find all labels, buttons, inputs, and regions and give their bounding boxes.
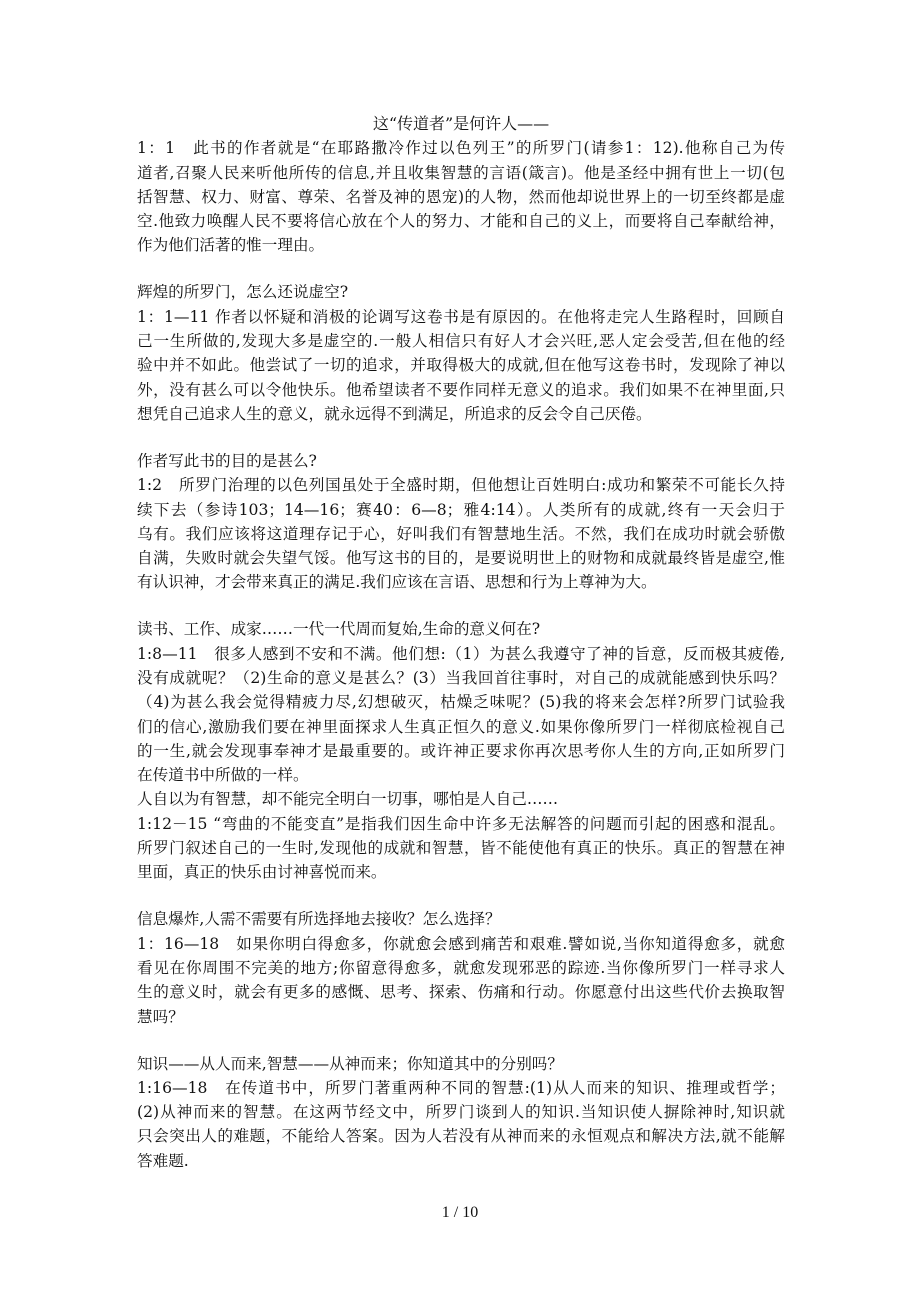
paragraph-line: 只会突出人的难题，不能给人答案。因为人若没有从神而来的永恒观点和解决方法,就不能解 [137,1127,785,1146]
section-heading: 信息爆炸,人需不需要有所选择地去接收？怎么选择？ [137,910,501,929]
document-title: 这“传道者”是何许人—— [372,114,550,133]
page-number: 1 / 10 [441,1204,479,1221]
paragraph-line: 自满，失败时就会失望气馁。他写这书的目的，是要说明世上的财物和成就最终皆是虚空,惟 [137,549,785,568]
section [137,617,785,884]
paragraph-line: (2)从神而来的智慧。在这两节经文中，所罗门谈到人的知识.当知识使人摒除神时,知识就 [137,1103,785,1122]
paragraph-line: 外，没有甚么可以令他快乐。他希望读者不要作同样无意义的追求。我们如果不在神里面,只 [137,380,785,399]
paragraph-line: 有认识神，才会带来真正的满足.我们应该在言语、思想和行为上尊神为大。 [137,573,657,592]
paragraph-line: 乌有。我们应该将这道理存记于心，好叫我们有智慧地生活。不然，我们在成功时就会骄傲 [137,524,785,543]
paragraph-line: 1：1 此书的作者就是“在耶路撒冷作过以色列王”的所罗门(请参1：12).他称自己为传 [137,139,785,158]
section-heading: 知识——从人而来,智慧——从神而来；你知道其中的分别吗？ [137,1054,563,1073]
paragraph-line: 想凭自己追求人生的意义，就永远得不到满足，所追求的反会令自己厌倦。 [137,404,652,423]
section-spacer [137,426,785,449]
paragraph-line: 1:12－15 “弯曲的不能变直”是指我们因生命中许多无法解答的问题而引起的困惑和混乱。 [137,814,785,833]
paragraph-line: 答难题. [137,1151,189,1170]
section-spacer [137,885,785,908]
paragraph-line: 在传道书中所做的一样。 [137,766,309,785]
section-heading: 人自以为有智慧，却不能完全明白一切事，哪怕是人自己…… [137,790,559,809]
paragraph-line: 验中并不如此。他尝试了一切的追求，并取得极大的成就,但在他写这卷书时，发现除了神以 [137,356,785,375]
paragraph-line: （4)为甚么我会觉得精疲力尽,幻想破灭，枯燥乏味呢？(5)我的将来会怎样?所罗门试验我 [137,693,785,712]
section-spacer [137,258,785,281]
section [137,280,785,426]
section-heading: 辉煌的所罗门，怎么还说虚空? [137,283,349,302]
paragraph-line: 括智慧、权力、财富、尊荣、名誉及神的恩宠)的人物，然而他却说世界上的一切至终都是虚 [137,187,785,206]
document-body [137,136,785,1173]
paragraph-line: 们的信心,激励我们要在神里面探求人生真正恒久的意义.如果你像所罗门一样彻底检视自己 [137,717,785,736]
section [137,136,785,257]
paragraph-line: 道者,召聚人民来听他所传的信息,并且收集智慧的言语(箴言)。他是圣经中拥有世上一切(包 [137,163,785,182]
paragraph-line: 慧吗？ [137,1007,184,1026]
paragraph-line: 没有成就呢？（2)生命的意义是甚么？(3）当我回首往事时，对自己的成就能感到快乐吗？ [137,669,785,687]
section [137,907,785,1028]
paragraph-line: 续下去（参诗103；14—16；赛40：6—8；雅4:14）。人类所有的成就,终有一天会归于 [137,500,785,519]
paragraph-line: 作为他们活著的惟一理由。 [137,236,325,255]
paragraph-line: 里面，真正的快乐由讨神喜悦而来。 [137,863,387,882]
paragraph-line: 1：16—18 如果你明白得愈多，你就愈会感到痛苦和艰难.譬如说,当你知道得愈多，就愈 [137,934,785,953]
paragraph-line: 1：1—11 作者以怀疑和消极的论调写这卷书是有原因的。在他将走完人生路程时，回顾自 [137,307,785,326]
section-heading: 作者写此书的目的是甚么? [137,451,317,470]
section [137,449,785,595]
paragraph-line: 1:16—18 在传道书中，所罗门著重两种不同的智慧:(1)从人而来的知识、推理或哲学； [137,1078,785,1097]
section-heading: 读书、工作、成家……一代一代周而复始,生命的意义何在? [137,620,541,639]
paragraph-line: 1:8—11 很多人感到不安和不满。他们想:（1）为甚么我遵守了神的旨意，反而极其疲倦, [137,644,785,663]
document-page [137,112,785,1173]
paragraph-line: 生的意义时，就会有更多的感慨、思考、探索、伤痛和行动。你愿意付出这些代价去换取智 [137,983,785,1002]
paragraph-line: 所罗门叙述自己的一生时,发现他的成就和智慧，皆不能使他有真正的快乐。真正的智慧在神 [137,839,785,858]
section-spacer [137,1029,785,1052]
paragraph-line: 1:2 所罗门治理的以色列国虽处于全盛时期，但他想让百姓明白:成功和繁荣不可能长久持 [137,476,785,495]
section-spacer [137,595,785,618]
section [137,1052,785,1173]
paragraph-line: 看见在你周围不完美的地方;你留意得愈多，就愈发现邪恶的踪迹.当你像所罗门一样寻求人 [137,958,785,977]
paragraph-line: 己一生所做的,发现大多是虚空的.一般人相信只有好人才会兴旺,恶人定会受苦,但在他的经 [137,332,785,351]
paragraph-line: 空.他致力唤醒人民不要将信心放在个人的努力、才能和自己的义上，而要将自己奉献给神， [137,212,785,231]
paragraph-line: 的一生,就会发现事奉神才是最重要的。或许神正要求你再次思考你人生的方向,正如所罗门 [137,741,785,760]
